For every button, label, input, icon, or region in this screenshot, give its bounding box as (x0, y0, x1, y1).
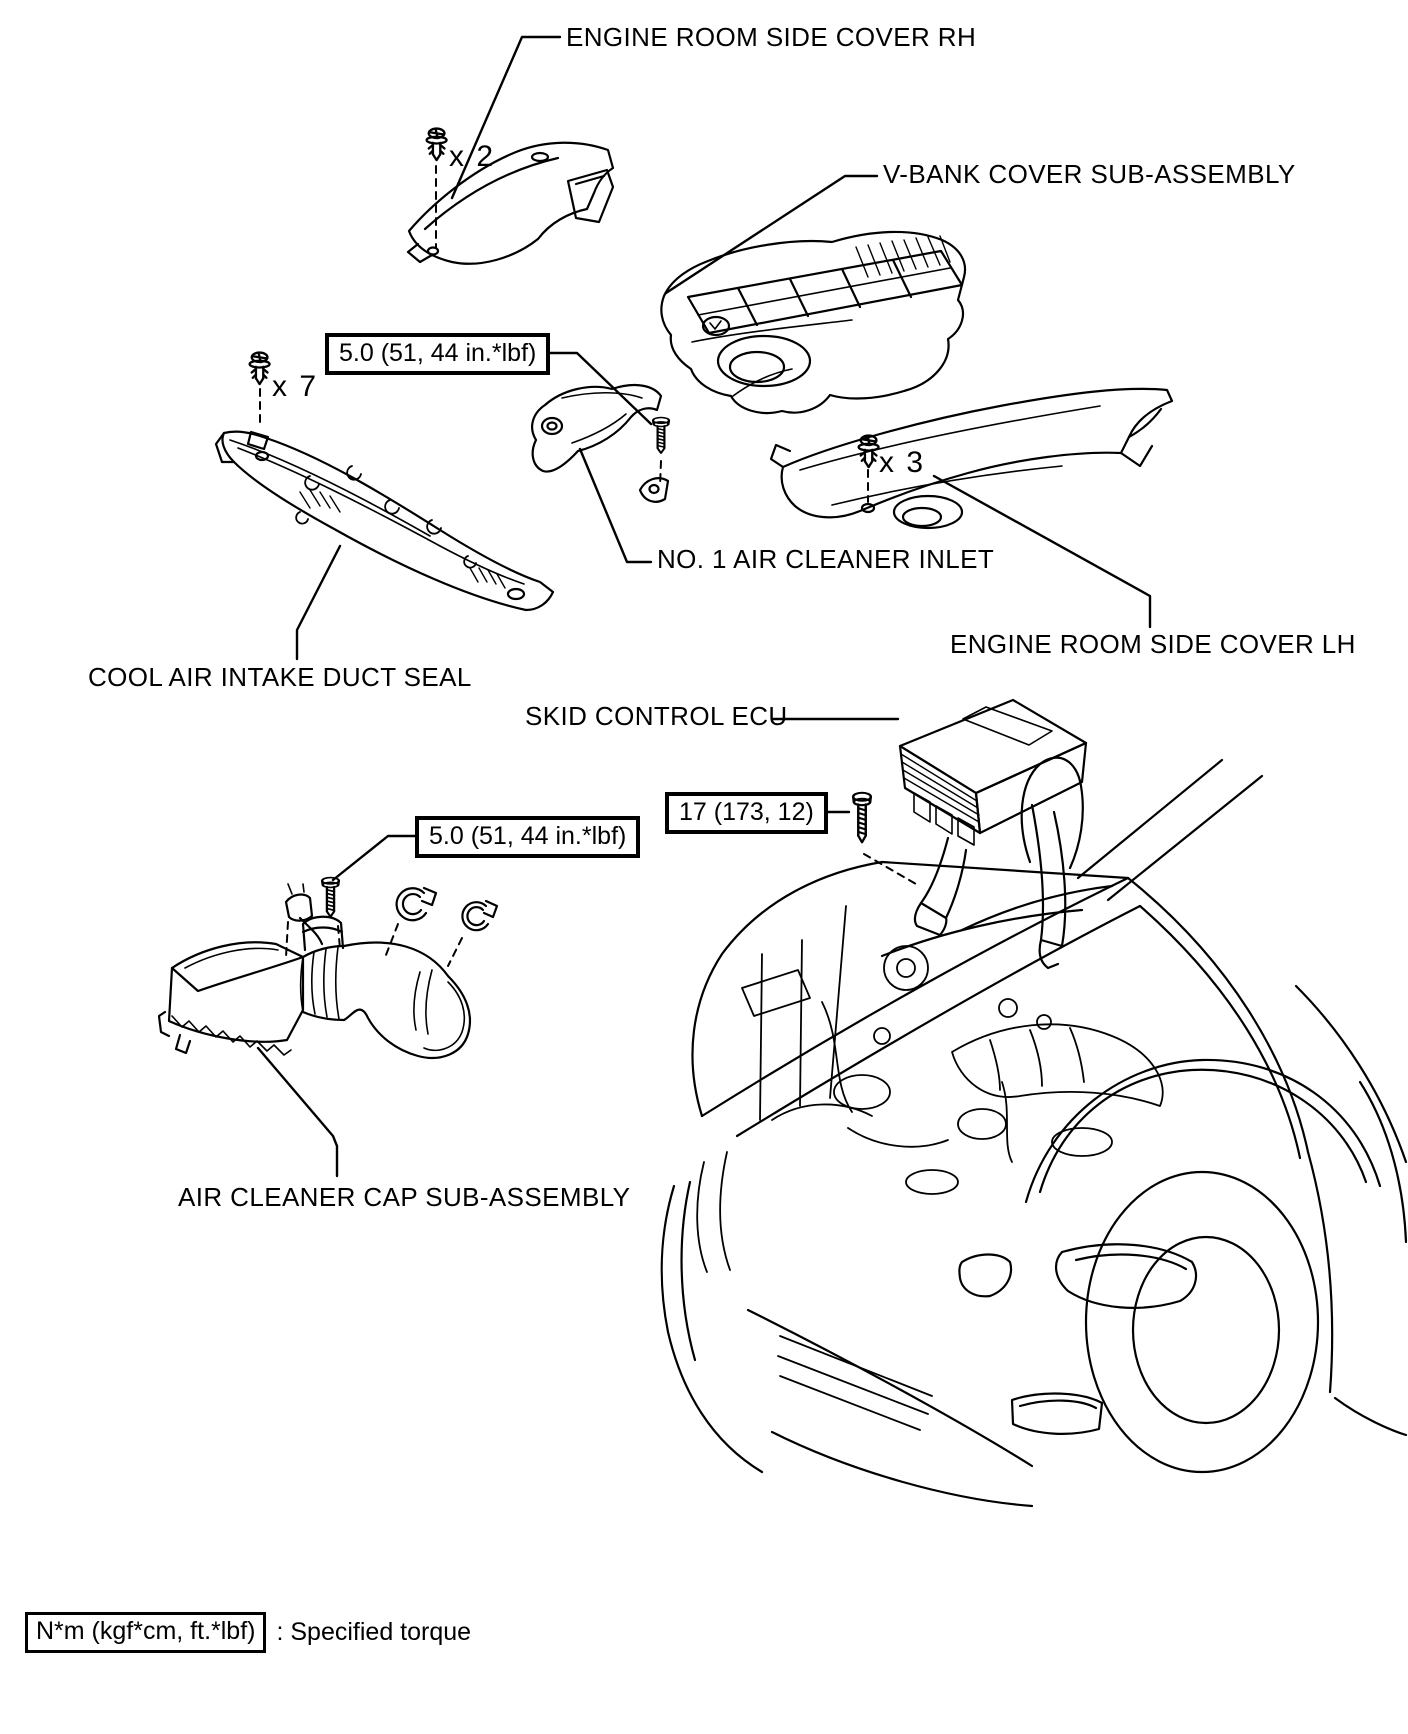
leader-inlet (580, 449, 651, 562)
torque-box-ecu: 17 (173, 12) (665, 792, 828, 834)
antenna (1022, 758, 1083, 868)
bolt-icon (653, 418, 669, 453)
torque-box-cap: 5.0 (51, 44 in.*lbf) (415, 816, 640, 858)
part-skid-control-ecu (900, 700, 1086, 968)
part-cool-air-intake-duct-seal (216, 432, 553, 610)
label-engine-room-side-cover-lh: ENGINE ROOM SIDE COVER LH (950, 629, 1356, 659)
torque-legend-symbol: N*m (kgf*cm, ft.*lbf) (25, 1612, 266, 1653)
wheel-arch (1026, 1060, 1380, 1202)
fog-lamp (1012, 1394, 1102, 1434)
label-no1-air-cleaner-inlet: NO. 1 AIR CLEANER INLET (657, 544, 995, 574)
clip-icon (859, 436, 879, 468)
fastener-count-duct-seal: x 7 (272, 370, 319, 403)
label-air-cleaner-cap: AIR CLEANER CAP SUB-ASSEMBLY (178, 1182, 631, 1212)
grille-slats (778, 1336, 932, 1430)
leader-torque-cap (333, 836, 415, 880)
torque-box-inlet: 5.0 (51, 44 in.*lbf) (325, 333, 550, 375)
fender-top (1128, 878, 1308, 1158)
torque-legend (25, 1612, 471, 1653)
headlight (1056, 1244, 1196, 1308)
windshield-pillar (1078, 760, 1262, 900)
fastener-count-cover-lh: x 3 (879, 446, 926, 479)
label-engine-room-side-cover-rh: ENGINE ROOM SIDE COVER RH (566, 22, 977, 52)
torque-legend-meaning: : Specified torque (276, 1618, 472, 1646)
car-illustration (662, 758, 1406, 1506)
front-face (662, 1182, 762, 1472)
front-wheel-tire (1086, 1172, 1318, 1472)
radiator-support (760, 906, 846, 1120)
part-engine-room-side-cover-lh (771, 389, 1172, 528)
bolt-icon (322, 878, 339, 917)
marker-lamp (959, 1255, 1011, 1297)
clip-icon (250, 353, 270, 385)
front-wheel-rim (1133, 1237, 1279, 1423)
leader-cover-rh (452, 37, 560, 198)
label-cool-air-intake-duct-seal: COOL AIR INTAKE DUCT SEAL (88, 662, 472, 692)
leader-cap (258, 1048, 337, 1176)
label-v-bank-cover: V-BANK COVER SUB-ASSEMBLY (883, 159, 1296, 189)
hood-edge (702, 878, 1140, 1136)
label-skid-control-ecu: SKID CONTROL ECU (525, 701, 788, 731)
part-no1-air-cleaner-inlet (532, 385, 668, 502)
part-engine-room-side-cover-rh (408, 140, 613, 264)
bolt-icon (853, 793, 871, 843)
fastener-count-cover-rh: x 2 (449, 140, 496, 173)
leader-duct-seal (297, 546, 340, 659)
clip-icon (427, 129, 447, 161)
part-v-bank-cover (661, 232, 965, 413)
